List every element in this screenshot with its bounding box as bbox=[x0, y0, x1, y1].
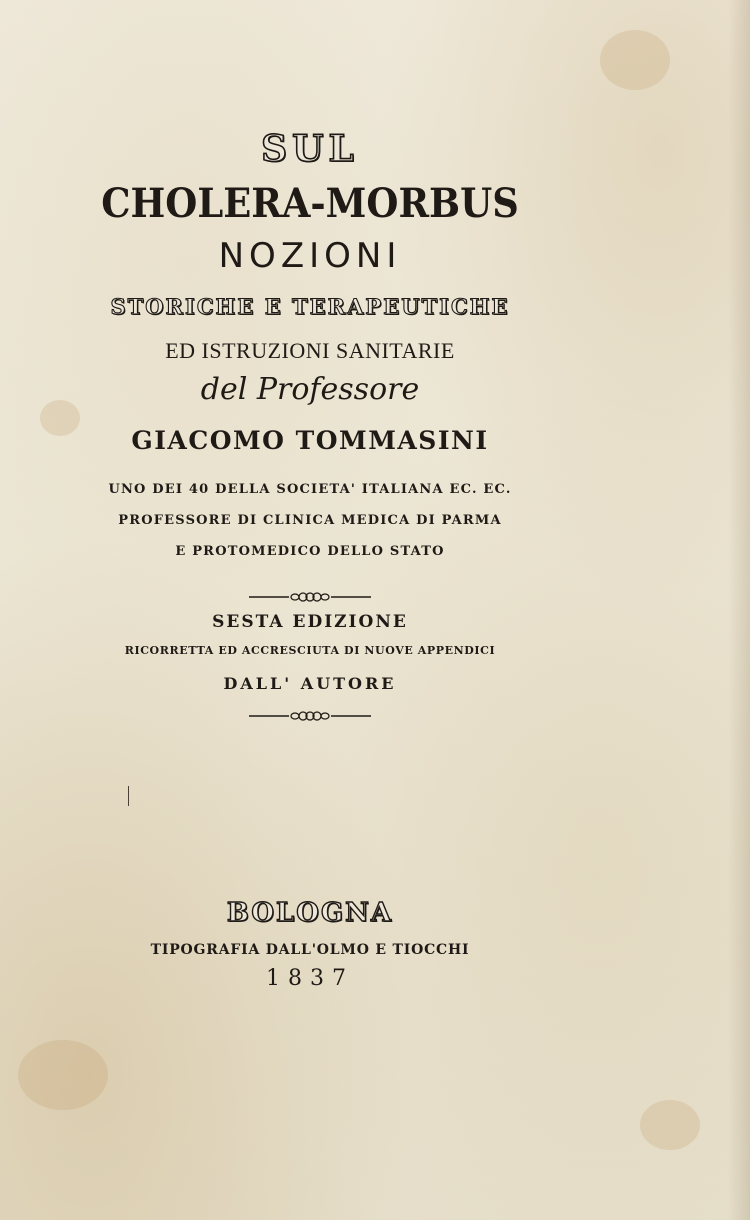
stray-mark bbox=[128, 786, 129, 806]
ornamental-divider bbox=[0, 709, 620, 723]
title-line-storiche: STORICHE E TERAPEUTICHE bbox=[110, 294, 510, 319]
edition-label: SESTA EDIZIONE bbox=[212, 612, 408, 632]
title-line-nozioni: NOZIONI bbox=[218, 236, 402, 276]
foxing-stain bbox=[640, 1100, 700, 1150]
title-line-cholera-morbus: CHOLERA-MORBUS bbox=[101, 180, 519, 227]
title-line-istruzioni: ED ISTRUZIONI SANITARIE bbox=[165, 338, 455, 363]
author-credential: UNO DEI 40 DELLA SOCIETA' ITALIANA EC. EC. bbox=[108, 482, 512, 497]
foxing-stain bbox=[18, 1040, 108, 1110]
author-name: GIACOMO TOMMASINI bbox=[131, 426, 489, 455]
ornamental-divider bbox=[0, 590, 620, 604]
edition-by: DALL' AUTORE bbox=[223, 674, 397, 693]
title-line-sul: SUL bbox=[261, 128, 359, 170]
page-edge-shadow bbox=[728, 0, 750, 1220]
byline: del Professore bbox=[200, 372, 420, 407]
author-credential: PROFESSORE DI CLINICA MEDICA DI PARMA bbox=[118, 513, 502, 528]
imprint-year: 1837 bbox=[266, 966, 354, 991]
imprint-city: BOLOGNA bbox=[226, 898, 394, 928]
edition-note: RICORRETTA ED ACCRESCIUTA DI NUOVE APPENDICI bbox=[124, 644, 496, 657]
foxing-stain bbox=[600, 30, 670, 90]
author-credential: E PROTOMEDICO DELLO STATO bbox=[175, 544, 445, 559]
imprint-printer: TIPOGRAFIA DALL'OLMO E TIOCCHI bbox=[150, 942, 470, 958]
